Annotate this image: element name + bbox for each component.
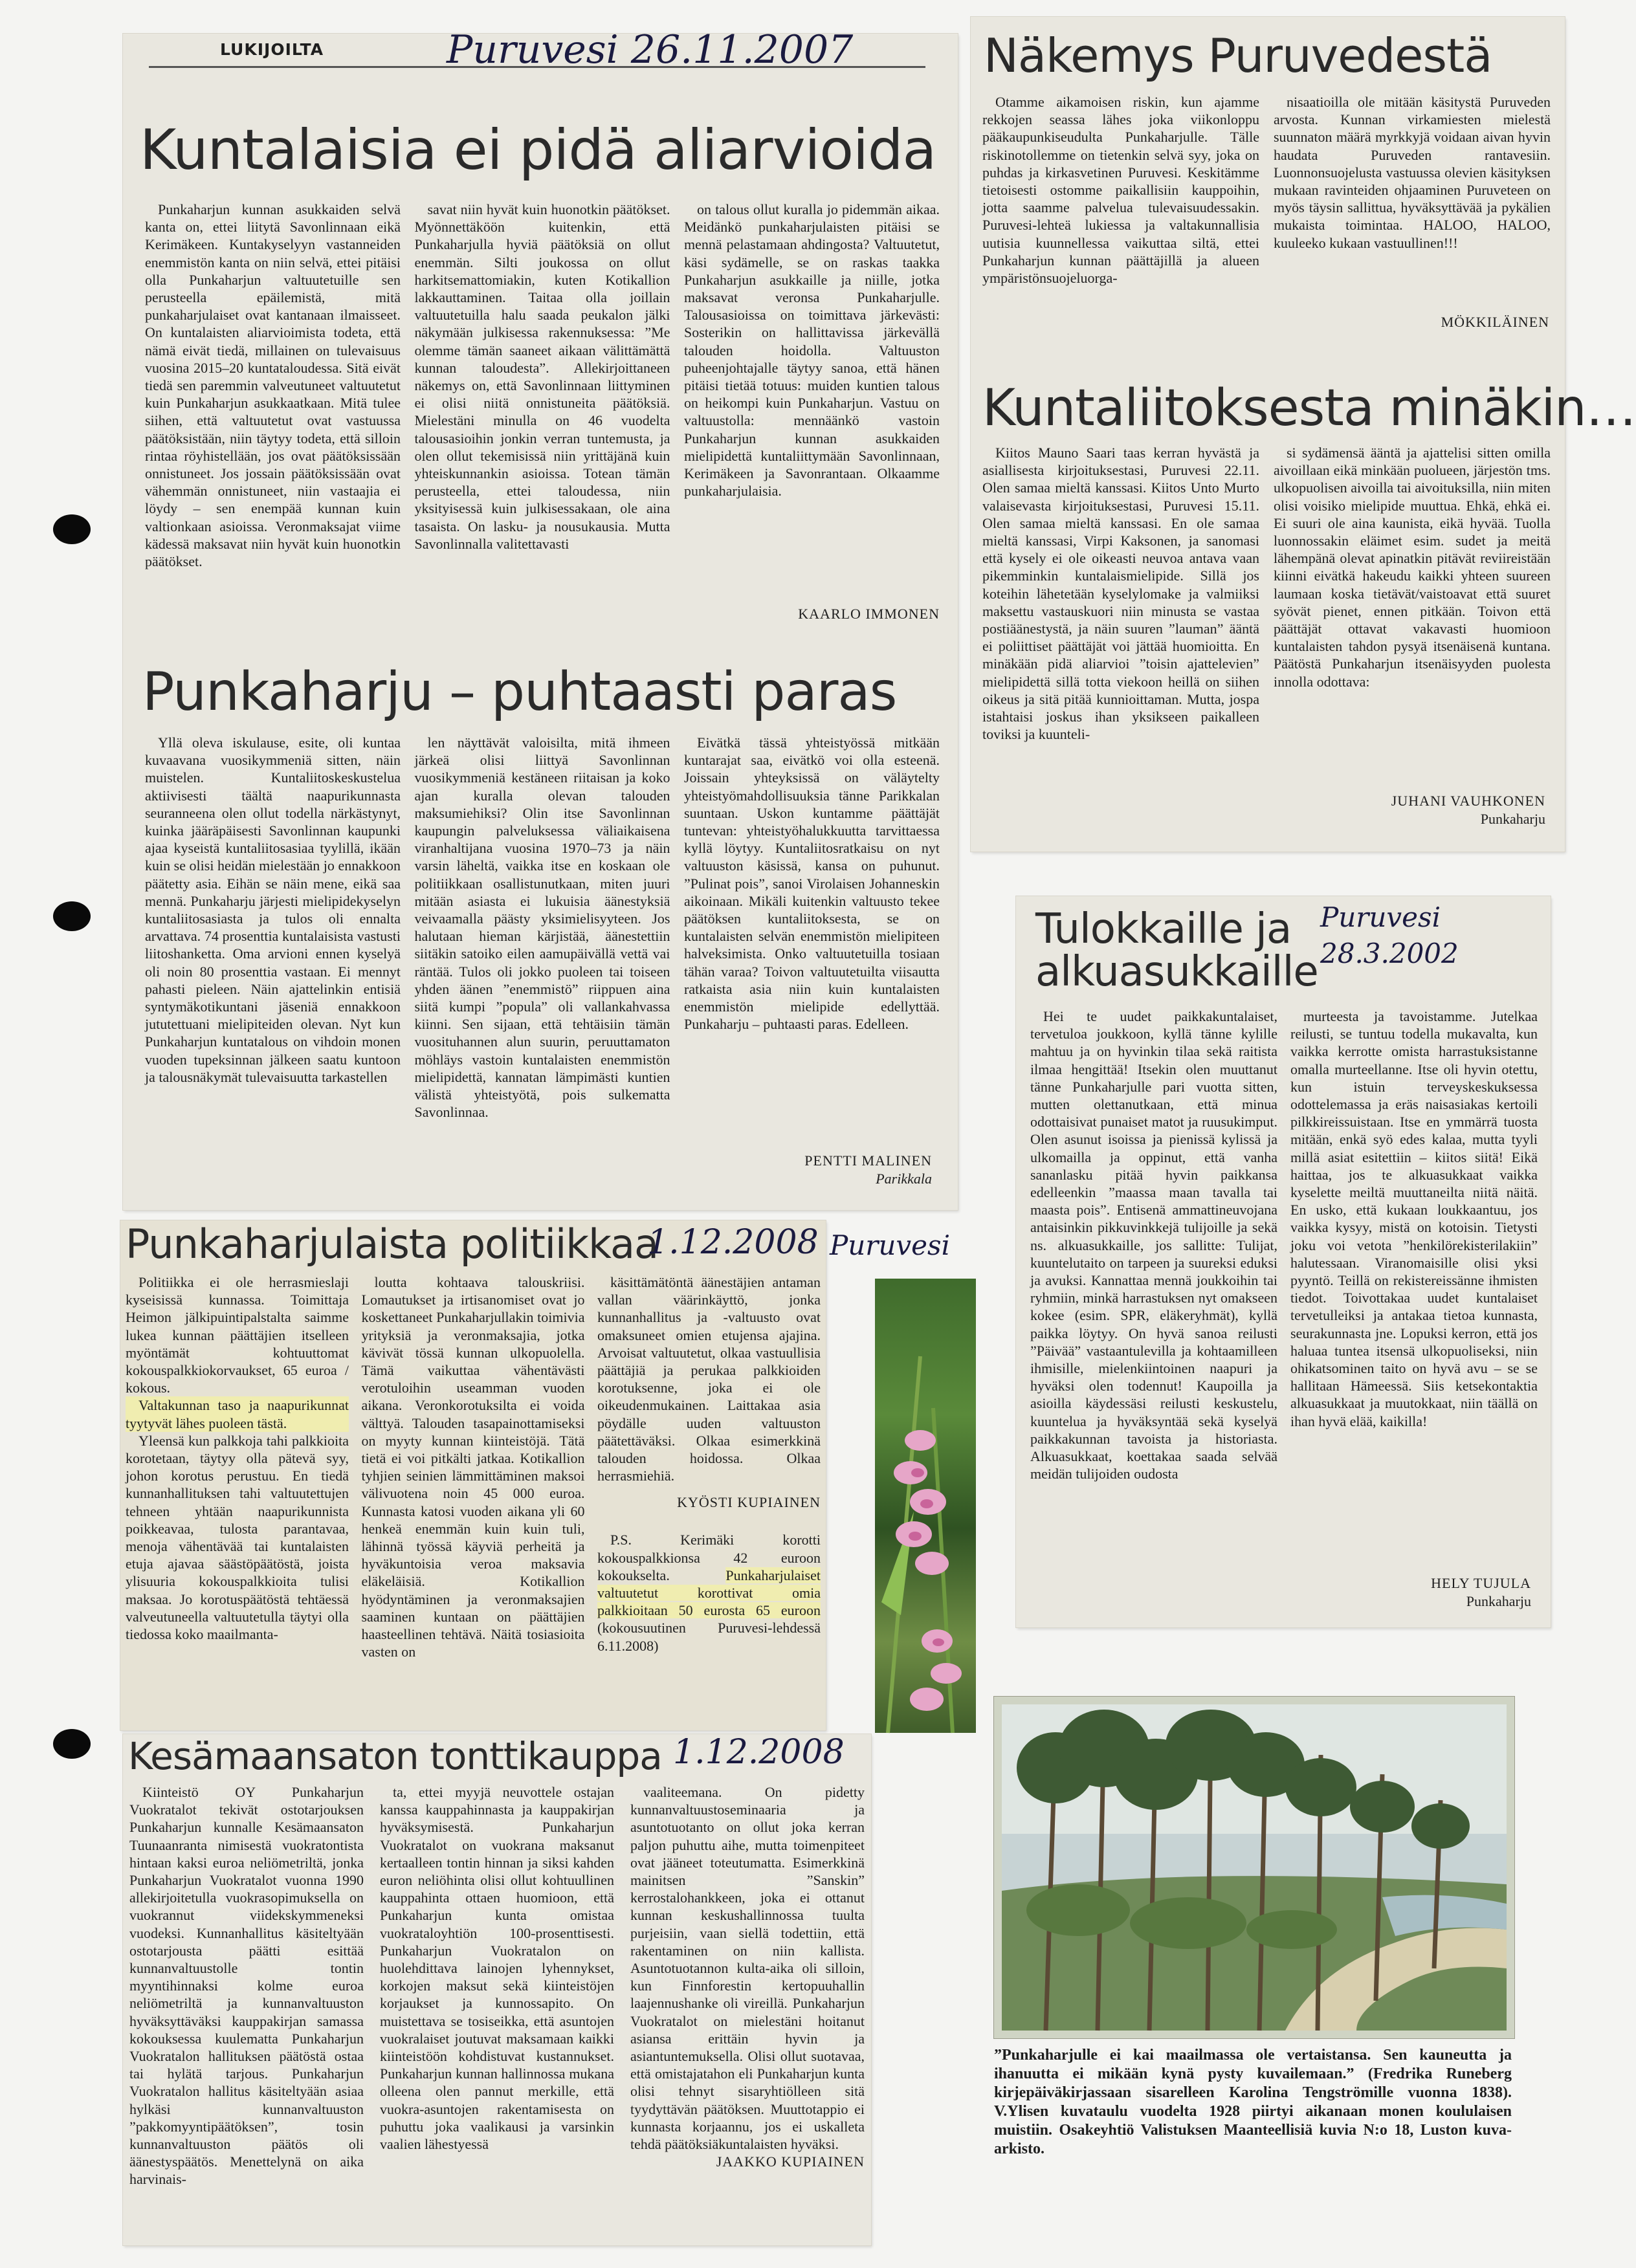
punkaharju-painting bbox=[994, 1697, 1514, 2038]
article6-signature: KYÖSTI KUPIAINEN bbox=[677, 1494, 821, 1511]
article7-signature: JAAKKO KUPIAINEN bbox=[716, 2153, 865, 2170]
article2-signature: PENTTI MALINEN bbox=[804, 1152, 932, 1169]
article5-title-line2: alkuasukkaille bbox=[1035, 948, 1318, 996]
article3-signature: MÖKKILÄINEN bbox=[1441, 314, 1549, 330]
article5-signature: HELY TUJULA bbox=[1431, 1575, 1531, 1591]
article1-title: Kuntalaisia ei pidä aliarvioida bbox=[140, 118, 936, 182]
article6-body bbox=[126, 1273, 821, 1726]
article7-body bbox=[129, 1783, 865, 2243]
section-label: LUKIJOILTA bbox=[220, 40, 324, 59]
article7-col1: Kiinteistö OY Punkaharjun Vuokratalot tekivät ostotarjouksen Punkaharjun kunnalle Kesämaansaton Tuunaanranta nimisestä vuokratontista hintaan kaksi euroa neliömetriltä, jonka Punkaharjun Vuokratalot vuonna 1990 allekirjoitetulla vuokrasopimuksella on vuokrannut viidekskymmeneksi vuodeksi. Kunnanhallitus käsiteltyään ostotarjousta päätti esittää kunnanvaltuustolle tontin myyntihinnaksi kolme euroa neliömetriltä ja kunnanvaltuuston hyväksyttäväksi kauppakirjan samassa kokouksessa kuulematta Punkaharjun Vuokratalon hallituksen päätöstä ostaa tai hylätä tarjous. Punkaharjun Vuokratalon hallitus käsiteltyään asiaa hylkäsi kunnanvaltuuston ”pakkomyyntipäätöksen”, tosin kunnanvaltuuston päätös oli äänestyspäätös. Menettelynä on aika harvinais- bbox=[129, 1784, 364, 2188]
punkaharju-painting-frame bbox=[994, 1697, 1514, 2038]
article3-col1: Otamme aikamoisen riskin, kun ajamme rekkojen seassa lähes joka viikonloppu pääkaupunkiseudulta Punkaharjulle. Tälle riskinotollemme on tietenkin selvä syy, joka on puhdas ja kirkasvetinen Puruvesi. Keskitämme tietoisesti ostomme paikallisiin kauppoihin, jotta saamme palvelua tulevaisuudessakin. Puruvesi-lehteä lukiessa ja valtakunnallisia uutisia kuunnellessa vaikuttaa siltä, ettei Punkaharjun kunnan päättäjillä ja alueen ympäristönsuojeluorga- bbox=[982, 94, 1259, 287]
article6-col3: käsittämätöntä äänestäjien antaman vallan väärinkäyttö, jonka kunnanhallitus ja -valtuusto ovat omaksuneet omien etujensa ajajina. Arvoisat valtuutetut, olkaa vastuullisia päättäjiä ja perukaa palkkioiden korotuksenne, joka ei ole oikeudenmukainen. Laittakaa asia pöydälle uuden valtuuston päätettäväksi. Olkaa esimerkkinä talouden hoidossa. Olkaa herrasmiehiä. KYÖSTI KUPIAINEN P.S. Kerimäki korotti kokouspalkkionsa 42 euroon kokoukselta. Punkaharjulaiset valtuutetut korottivat omia palkkioitaan 50 eurosta 65 euroon (kokousuutinen Puruvesi-lehdessä 6.11.2008) bbox=[597, 1274, 821, 1654]
clipping-tonttikauppa bbox=[123, 1734, 871, 2245]
article6-col2: loutta kohtaava talouskriisi. Lomautukset ja irtisanomiset ovat jo koskettaneet Punkaharjullakin toimivia yrityksiä ja veronmaksajia, jotka kävivät tössä kunnan ulkopuolella. Tämä vaikuttaa vähentävästi verotuloihin useamman vuoden aikana. Veronkorotuksilta ei voida välttyä. Talouden tasapainottamiseksi on myyty kunnan kiinteistöjä. Tätä tietä ei voi pitkälti jatkaa. Kotikallion tyhjien seinien lämmittäminen maksoi välivuotena noin 45 000 euroa. Kunnasta katosi vuoden aikana yli 60 henkeä enemmän kuin kuin tuli, lähinnä työssä käyviä perheitä ja hyväkuntoisia veroa maksavia eläkeläisiä. Kotikallion hyödyntäminen ja veronmaksajien saaminen kuntaan on päättäjien haasteellinen tehtävä. Näitä tosiasioita vasten on bbox=[361, 1274, 585, 1660]
article7-title: Kesämaansaton tonttikauppa bbox=[128, 1734, 662, 1778]
article1-body bbox=[145, 201, 940, 674]
article7-col2: ta, ettei myyjä neuvottele ostajan kanssa kauppahinnasta ja kauppakirjan hyväksymisestä. Punkaharjun Vuokratalot on vuokrana maksanut kertaalleen tontin hinnan ja siksi kahden euron neliöhinta olisi ollut kohtuullinen kauppahinta ottaen huomioon, että Punkaharjun kunta omistaa vuokrataloyhtiön 100-prosenttisesti. Punkaharjun Vuokratalon on huolehdittava lainojen lyhennykset, korkojen maksut sekä kiinteistöjen korjaukset ja kunnossapito. On muistettava se tosiseikka, että asuntojen vuokralaiset joutuvat maksamaan kaikki kiinteistöön kohdistuvat kustannukset. Punkaharjun kunnan hallinnossa mukana olleena olen pannut merkille, että vuokra-asuntojen rakentamisesta on puhuttu joka vaalikausi ja varsinkin vaalien lähestyessä bbox=[380, 1784, 614, 2153]
article5-col1: Hei te uudet paikkakuntalaiset, tervetuloa joukkoon, kyllä tänne kylille mahtuu ja on hyvinkin tilaa sekä raitista ilmaa hengittää! Itsekin olen muuttanut tänne Punkaharjulle pari vuotta sitten, mutten olettanutkaan, että minua odottaisivat punaiset matot ja ruusukimput. Olen asunut isoissa ja pienissä kylissä ja ulkomailla ja oppinut, että vanha sananlasku pitää hyvin paikkansa edelleenkin ”maassa maan tavalla tai maasta pois”. Entisenä ammattineuvojana antaisinkin pikkuvinkkejä tulijoille ja sekä ns. alkuasukkaille, jos sallitte: Tulijat, kuuntelutaito on tarpeen ja suureksi eduksi ja avuksi. Kannattaa mennä joukkoihin tai ryhmiin, minkä harrastuksen nyt omakseen kokee (esim. SPR, eläkeryhmät), kyllä paikka löytyy. On hyvä sanoa reilusti ”Päivää” vastaantulevilla ja kohtaamilleen ihmisille, mielenkiintoinen naapuri ja hyväksi olen todennut! Kaupoilla ja asioilla käydessäsi reilusti keskustelu, kuuntelua ja hyväksyntää sekä kyselyä paikkakunnan tavoista ja historiasta. Alkuasukkaat, koettakaa saada selvää meidän tulijoiden oudosta bbox=[1030, 1008, 1277, 1482]
article4-signature: JUHANI VAUHKONEN bbox=[1391, 793, 1545, 809]
article2-place: Parikkala bbox=[876, 1171, 932, 1187]
article1-col2: savat niin hyvät kuin huonotkin päätökset. Myönnettäköön kuitenkin, että Punkaharjulla hyviä päätöksiä on ollut enemmän. Silti joukossa on ollut harkitsemattomiakin, kuten Kotikallion lakkauttaminen. Taitaa olla joillain valtuutetuilla halu saada peukalon jälki näkymään julkisessa rakennuksessa: ”Me olemme tämän saaneet aikaan välittämättä kunnan taloudesta”. Allekirjoittaneen näkemys on, että Savonlinnaan liittyminen ei olisi niitä onnistuneita päätöksiä. Mielestäni minulla on 46 vuodelta talousasioihin jonkin verran tuntemusta, ja olen ollut tekemisissä niin yrittäjänä kuin yhteiskunnankin asioissa. Totean tämän perusteella, ettei taloudessa, niin yksityisessä kuin julkisessakaan, ole aina tasaista. On lasku- ja nousukausia. Mutta Savonlinnalla valitettavasti bbox=[414, 201, 670, 552]
article1-col1: Punkaharjun kunnan asukkaiden selvä kanta on, ettei liitytä Savonlinnaan eikä Kerimäkeen. Kuntakyselyyn vastanneiden enemmistön kanta on niin selvä, ettei pitäisi olla Punkaharjun valtuutetuille sen perusteella epäilemistä, mitä punkaharjulaiset ovat kantanaan ilmaisseet. On kuntalaisten aliarvioimista todeta, että nämä eivät tiedä, millainen on tulevaisuus vuosina 2015–20 kuntataloudessa. Sitä eivät tiedä sen paremmin valveutuneet valtuutetut kuin Punkaharjun asukkaatkaan. Mitä tulee siihen, että valtuutetut ovat vastuussa päätöksistään, niin täytyy todeta, että silloin rintaa röyhistellään, jos ovat päätöksissään onnistuneet. Jos jossain päätöksissään ovat vähemmän onnistuneet, niin vastaajia ei löydy – sen enempää kunnan kuin valtionkaan asioissa. Veronmaksajat viime kädessä maksavat niin hyvät kuin huonotkin päätökset. bbox=[145, 201, 401, 570]
article3-title: Näkemys Puruvedestä bbox=[984, 28, 1492, 83]
clipping-politiikkaa bbox=[120, 1220, 826, 1730]
article4-body bbox=[982, 444, 1551, 845]
handwritten-date-tonttikauppa: 1.12.2008 bbox=[673, 1733, 845, 1772]
article1-col3: on talous ollut kuralla jo pidemmän aikaa. Meidänkö punkaharjulaisten pitäisi se mennä pelastamaan ahdingosta? Valtuutetut, käsi sydämelle, se on raskas taakka Punkaharjun asukkaille ja niille, jotka maksavat veronsa Punkaharjulle. Talousasioissa on toimittava järkevästi: Sosterikin on hallittavissa järkevällä talouden hoidolla. Valtuuston puheenjohtajalle täytyy sanoa, että hänen pitäisi tietää totuus: muiden kuntien talous on heikompi kuin Punkaharjun. Vastuu on valtuustolla: mennäänkö vastoin Punkaharjun kunnan asukkaiden mielipidettä kuntaliittymään Savonlinnaan, Kerimäkeen ja Savonrantaan. Olkaamme punkaharjulaisia. bbox=[684, 201, 940, 500]
article1-signature: KAARLO IMMONEN bbox=[798, 606, 940, 622]
clipping-tulokkaille bbox=[1016, 896, 1551, 1627]
painting-caption: ”Punkaharjulle ei kai maailmassa ole vertaistansa. Sen kauneutta ja ihanuutta ei mikään kynä pysty kuvailemaan.” (Fredrika Runeberg kirjepäiväkirjassaan sisarelleen Karolina Tengströmille vuonna 1838). V.Ylisen kuvataulu vuodelta 1928 piirtyi aikanaan monen koululaisen muistiin. Osakeyhtiö Valistuksen Maanteellisiä kuvia N:o 18, Luston kuva-arkisto. bbox=[994, 2047, 1512, 2157]
clipping-kuntalaisia bbox=[123, 34, 958, 1210]
article2-col3: Eivätkä tässä yhteistyössä mitkään kuntarajat saa, eivätkö voi olla esteenä. Joissain yhteyksissä on väläytelty yhteistyömahdollisuuksia tänne Parikkalan suuntaan. Uskon kuntamme päättäjät tuntevan: yhteistyöhalukkuutta tarvittaessa kyllä löytyy. Kuntaliitosratkaisu on nyt valtuuston käsissä, kansa on puhunut. ”Pulinat pois”, sanoi Virolaisen Johanneskin aikoinaan. Mikäli kuitenkin valtuusto tekee päätöksen kuntaliitoksesta, se on kuntalaisten selvän enemmistön mielipiteen halveksimista. Onko valtuutetuilla tosiaan tähän varaa? Toivon valtuutetuilta viisautta ratkaista asia niin kuin kuntalaisten enemmistön mielipide edellyttää. Punkaharju – puhtaasti paras. Edelleen. bbox=[684, 734, 940, 1033]
gladiolus-photo bbox=[875, 1279, 976, 1733]
article4-place: Punkaharju bbox=[1480, 811, 1545, 827]
clipping-nakemys bbox=[971, 17, 1636, 852]
handwritten-date-2002: Puruvesi 28.3.2002 bbox=[1320, 901, 1459, 969]
binder-hole bbox=[53, 1729, 91, 1759]
article4-title: Kuntaliitoksesta minäkin… bbox=[982, 379, 1636, 437]
article2-col2: len näyttävät valoisilta, mitä ihmeen järkeä olisi liittyä Savonlinnan vuosikymmeniä kestäneen riitaisan ja koko ajan kuralla olevan talouden maksumiehiksi? Olin itse Savonlinnan kaupungin palveluksessa väliaikaisena viranhaltijana vuosina 1970–73 ja näin varsin läheltä, vaikka itse en koskaan ole politiikkaan osallistunutkaan, miten juuri mitään asiasta ei lukuisia äänestyksiä veivaamalla päästy yksimielisyyteen. Jos halutaan hieman kärjistää, äänestettiin siitäkin satoiko eilen aamupäivällä vettä vai räntää. Tulos oli jokko puoleen tai toiseen yhden äänen ”enemmistö” riippuen aina siitä kumpi ”popula” oli vallankahvassa kiinni. Sen sijaan, että tehtäisiin tämän vuosituhannen alun suurin, peruuttamaton möhläys vastoin kuntalaisten enemmistön mielipidettä, kannatan lämpimästi kuntien välistä yhteistyötä, pois sulkematta Savonlinnaa. bbox=[414, 734, 670, 1121]
article4-col1: Kiitos Mauno Saari taas kerran hyvästä ja asiallisesta kirjoituksestasi, Puruvesi 22.11. Olen samaa mieltä kanssasi. Kiitos Unto Murto valaisevasta kirjoituksestasi, Puruvesi 15.11. Olen samaa mieltä kanssasi. En ole samaa mieltä kanssasi, Virpi Kaksonen, ja sanomasi että kysely ei ole oikeasti neuvoa antava vaan pikemminkin kuntalaismielipide. Sillä jos koteihin lähetetään kyselylomake ja valmiiksi maksettu vastauskuori niin minusta se vastaa postiäänestystä, ja näin suuren ”lauman” ääntä ei poliittiset päättäjät voi jättää huomioitta. En minäkään pidä aliarvioi ”toisin ajattelevien” mielipidettä sillä totta viekoon heillä on siihen oikeus ja sitä pitää kunnioittaman. Mutta, jospa istahtaisi joskus ihan yksikseen paikalleen toviksi ja kuunteli- bbox=[982, 445, 1259, 743]
gladiolus-flowers bbox=[875, 1279, 976, 1733]
article5-title-line1: Tulokkaille ja bbox=[1035, 905, 1292, 953]
binder-hole bbox=[53, 514, 91, 544]
article3-col2: nisaatioilla ole mitään käsitystä Puruveden arvosta. Kunnan virkamiesten mielestä suunnaton määrä myrkkyjä voidaan aivan hyvin haudata Puruveden rantavesiin. Luonnonsuojelusta vastuussa olevien käsityksen mukaan ravinteiden ohjaaminen Puruveteen on myös täysin sallittua, hyväksyttävää ja pykälien mukaista toimintaa. HALOO, HALOO, kuuleeko kukaan vastuullinen!!! bbox=[1274, 94, 1551, 251]
article5-col2: murteesta ja tavoistamme. Jutelkaa reilusti, se tuntuu todella mukavalta, kun vaikka kerrotte omista harrastuksistanne omalla murteellanne. Itse oli hyvin otettu, kun istuin terveyskeskuksessa odottelemassa ja eräs naisasiakas kertoili pilkkireissuistaan. Itse en ymmärrä tuosta mitään, enkä syö edes kalaa, mutta tyyli millä asiat esitettiin – kiitos siitä! Eikä haittaa, jos te alkuasukkaat vaikka kyselette meiltä muuttaneilta niitä näitä. En usko, että kukaan loukkaantuu, jos vaikka kysyy, mistä on kotoisin. Tietysti joku voi vetota ”henkilörekisterilakiin” halutessaan. Viranomaisille olisi yksi pyyntö. Teillä on rekistereissänne ihmisten tiedot. Toivottakaa uudet kuntalaiset tervetulleiksi ja antakaa tietoa kunnasta, seurakunnasta jne. Lopuksi kerron, että jos haluaa tuntea itsensä ulkopuoliseksi, niin ohikatsominen taito on hyvä avu – se se hallitaan Hämeessä. Siis ketsekontaktia alkuasukkaat ja muutokkaat, niin täällä on ihan hyvä elää, kaikilla! bbox=[1290, 1008, 1538, 1429]
article6-title: Punkaharjulaista politiikkaa bbox=[126, 1220, 658, 1268]
article2-col1: Yllä oleva iskulause, esite, oli kuntaa kuvaavana vuosikymmeniä sitten, näin muistelen. Kuntaliitoskeskustelua aktiivisesti täältä naapurikunnasta seuranneena olen ollut todella närkästynyt, kuinka jääräpäisesti Savonlinnan kaupunki ajaa kyseistä kuntaliitosasiaa tyylillä, ikään kuin se olisi heidän mielestään jo ennakkoon päätetty asia. Eihän se näin mene, eikä saa mennä. Punkaharju järjesti mielipidekyselyn kuntaliitosasiasta ja tulos oli ennalta arvattava. 74 prosenttia kuntalaisista vastusti liitoshanketta. Oma arvioni ennen kyselyä oli noin 80 prosenttia vastaan. Ei mennyt pahasti pieleen. Näin ajattelinkin entisiä syntymäkotikuntani jäseniä ennakkoon jututettuani mielipiteiden olevan. Nyt kun Punkaharjun kuntatalous on vihdoin monen vuoden tupeksinnan jälkeen saatu kuntoon ja talousnäkymät tulevaisuutta tarkastellen bbox=[145, 734, 401, 1085]
article5-place: Punkaharju bbox=[1466, 1593, 1531, 1609]
article2-body bbox=[145, 734, 940, 1201]
article7-col3: vaaliteemana. On pidetty kunnanvaltuustoseminaaria ja asuntotuotanto on ollut joka kerran paljon puhuttu aihe, mutta toimenpiteet ovat jääneet toteutumatta. Esimerkkinä mainitsen ”Sanskin” kerrostalohankkeen, joka ei ottanut kunnan keskushallinnossa tuulta purjeisiin, vaan siellä todettiin, että rakentaminen on niin kallista. Asuntotuotannon kulta-aika oli silloin, kun Finnforestin kertopuuhallin laajennushanke oli vireillä. Punkaharjun Vuokratalot on mielestäni hoitanut asiansa erittäin hyvin ja asiantuntemuksella. Olisi ollut suotavaa, että omistajatahon eli Punkaharjun kunta olisi tehnyt sisaryhtiölleen sitä tyydyttävän päätöksen. Muuttotappio ei kunnasta korjaannu, jos ei uskalleta tehdä päätöksiäkuntalaisten hyväksi. JAAKKO KUPIAINEN bbox=[630, 1784, 865, 2170]
highlighted-sentence: Valtakunnan taso ja naapurikunnat tyytyvät lähes puoleen tästä. bbox=[126, 1397, 349, 1431]
handwritten-date-puruvesi: Puruvesi 26.11.2007 bbox=[447, 27, 854, 72]
highlighted-ps: Punkaharjulaiset valtuutetut korottivat omia palkkioitaan 50 eurosta 65 euroon bbox=[597, 1567, 821, 1619]
binder-hole bbox=[53, 901, 91, 931]
handwritten-paper-name: Puruvesi bbox=[830, 1229, 951, 1261]
article6-col1: Politiikka ei ole herrasmieslaji kyseisissä kunnassa. Toimittaja Heimon jälkipuintipalstalta saimme lukea kunnan päättäjien itselleen myöntämät kohtuuttomat kokouspalkkiokorvaukset, 65 euroa / kokous. Valtakunnan taso ja naapurikunnat tyytyvät lähes puoleen tästä. Yleensä kun palkkoja tahi palkkioita korotetaan, täytyy olla pätevä syy, johon korotus perustuu. En tiedä kunnanhallituksen tahi valtuutettujen tehneen yhtään naapurikunnista poikkeavaa, tulosta parantavaa, menoja vähentävää tai kuntalaisten etuja ajavaa säästöpäätöstä, joista ylisuuria kokouspalkkioita tulisi maksaa. Jo korotuspäätöstä tehtäessä valveutuneella valtuutetulla täytyi olla tiedossa koko maailmanta- bbox=[126, 1274, 349, 1643]
article4-col2: si sydämensä ääntä ja ajattelisi sitten omilla aivoillaan eikä minkään puolueen, järjestön tms. ulkopuolisen aivoilla tai aivoituksilla, niin miten olisi voisiko mielipide muuttua. Ehkä, ehkä ei. Ei suuri ole aina kaunista, eikä hyvää. Tuolla luonnossakin eläimet esim. sudet ja meitä lähempänä olevat apinatkin pitävät reviireistään kiinni eivätkä hakeudu kaikki yhteen suureen laumaan koska tietävät/vaistoavat että suuret syövät pienet, ennen pitkään. Toivon että päättäjät ottavat vakavasti huomioon kuntalaisten tahdon pysyä itsenäisenä kuntana. Päätöstä Punkaharjun itsenäisyyden puolesta innolla odottava: bbox=[1274, 445, 1551, 690]
article5-body bbox=[1030, 1007, 1538, 1616]
article2-title: Punkaharju – puhtaasti paras bbox=[142, 661, 897, 723]
handwritten-date-politiikkaa: 1.12.2008 bbox=[647, 1223, 819, 1262]
